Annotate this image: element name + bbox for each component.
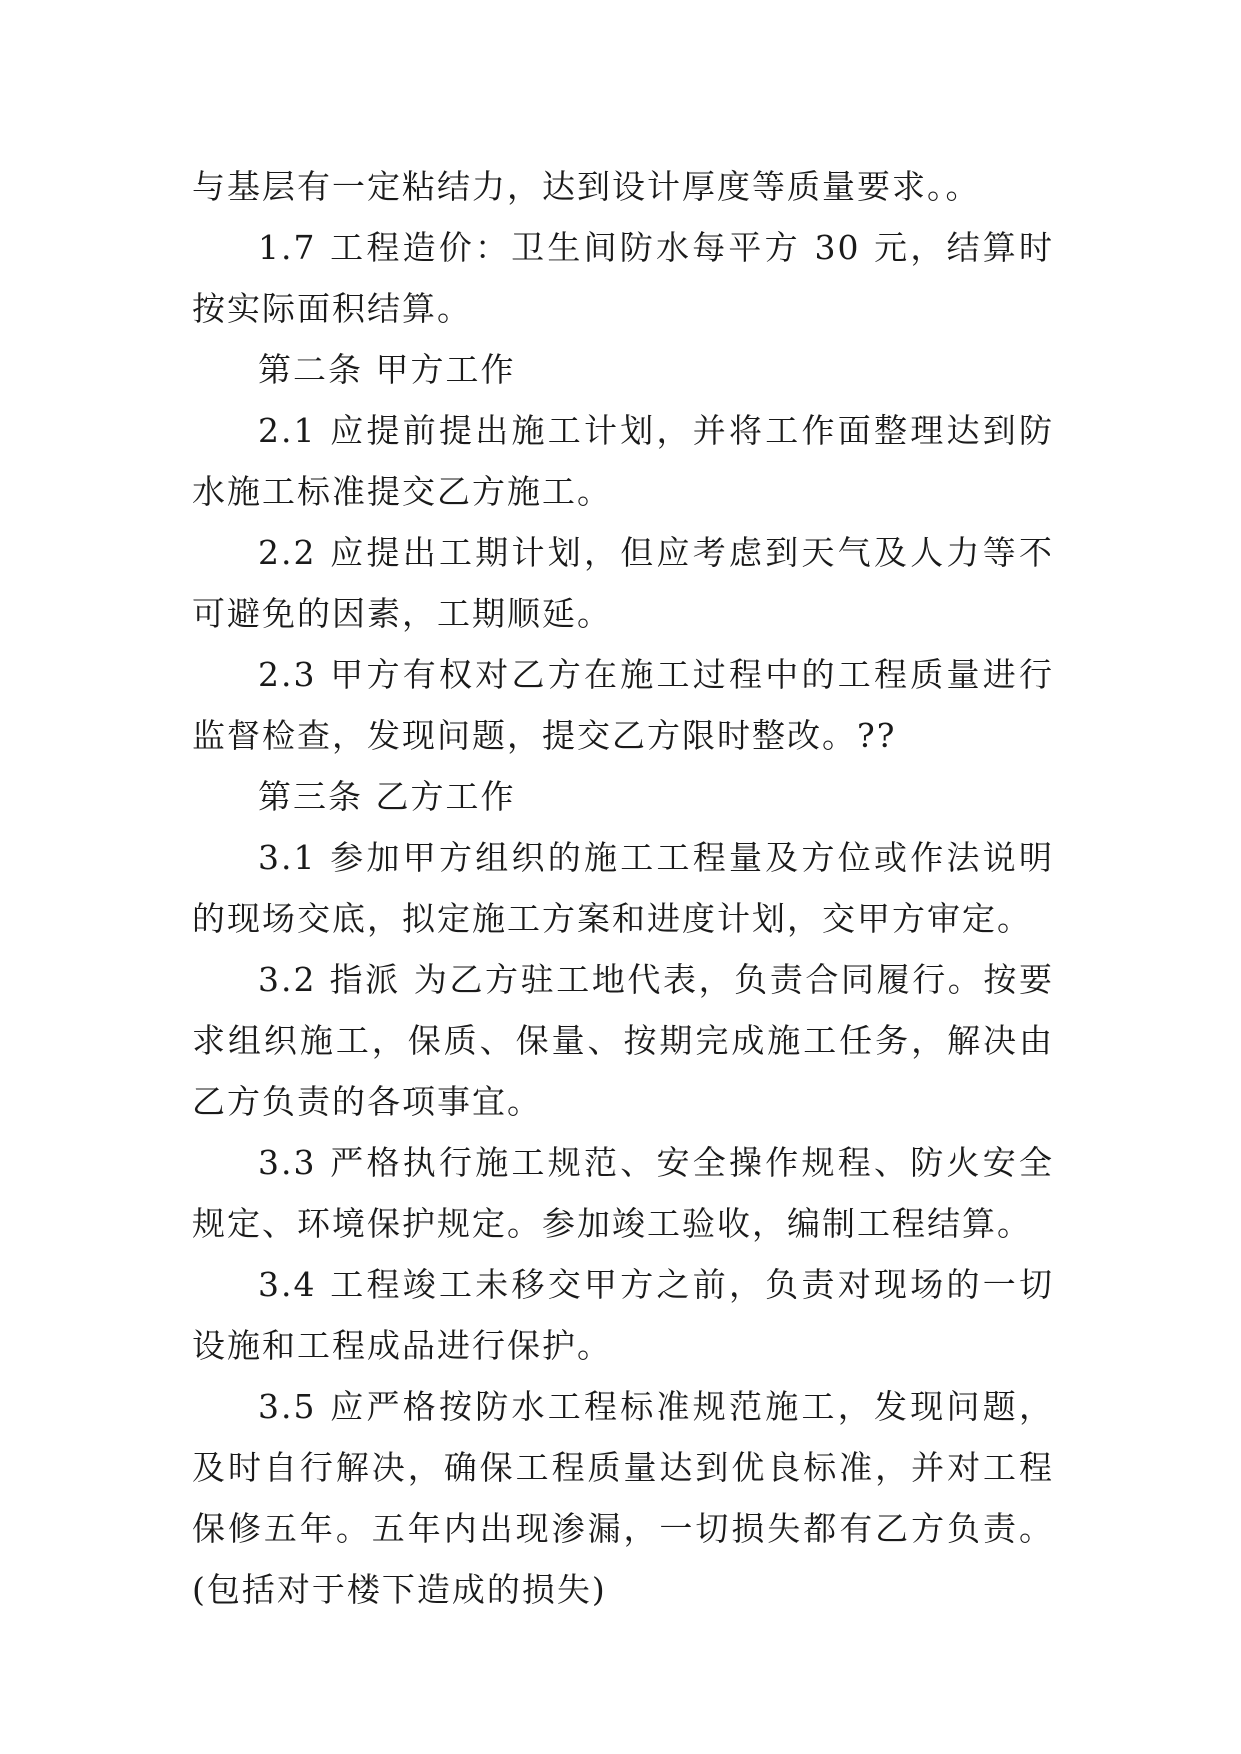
paragraph-1-7-cost: 1.7 工程造价：卫生间防水每平方 30 元，结算时按实际面积结算。 — [192, 228, 1054, 328]
paragraph-2-2: 2.2 应提出工期计划，但应考虑到天气及人力等不可避免的因素，工期顺延。 — [192, 533, 1054, 633]
paragraph-3-3: 3.3 严格执行施工规范、安全操作规程、防火安全规定、环境保护规定。参加竣工验收，编制工程结算。 — [192, 1143, 1054, 1243]
section-heading-article-2: 第二条 甲方工作 — [258, 350, 516, 389]
paragraph-3-4: 3.4 工程竣工未移交甲方之前，负责对现场的一切设施和工程成品进行保护。 — [192, 1265, 1054, 1365]
section-heading-article-3: 第三条 乙方工作 — [258, 777, 516, 816]
paragraph-3-5: 3.5 应严格按防水工程标准规范施工，发现问题，及时自行解决，确保工程质量达到优良标准，并对工程保修五年。五年内出现渗漏，一切损失都有乙方负责。(包括对于楼下造成的损失) — [192, 1387, 1054, 1609]
document-body — [192, 156, 1054, 1620]
paragraph-2-3: 2.3 甲方有权对乙方在施工过程中的工程质量进行监督检查，发现问题，提交乙方限时整改。?? — [192, 655, 1054, 755]
paragraph-3-1: 3.1 参加甲方组织的施工工程量及方位或作法说明的现场交底，拟定施工方案和进度计划，交甲方审定。 — [192, 838, 1054, 938]
paragraph-3-2: 3.2 指派 为乙方驻工地代表，负责合同履行。按要求组织施工，保质、保量、按期完成施工任务，解决由乙方负责的各项事宜。 — [192, 960, 1054, 1121]
paragraph-continuation: 与基层有一定粘结力，达到设计厚度等质量要求。。 — [192, 167, 981, 206]
paragraph-2-1: 2.1 应提前提出施工计划，并将工作面整理达到防水施工标准提交乙方施工。 — [192, 411, 1054, 511]
